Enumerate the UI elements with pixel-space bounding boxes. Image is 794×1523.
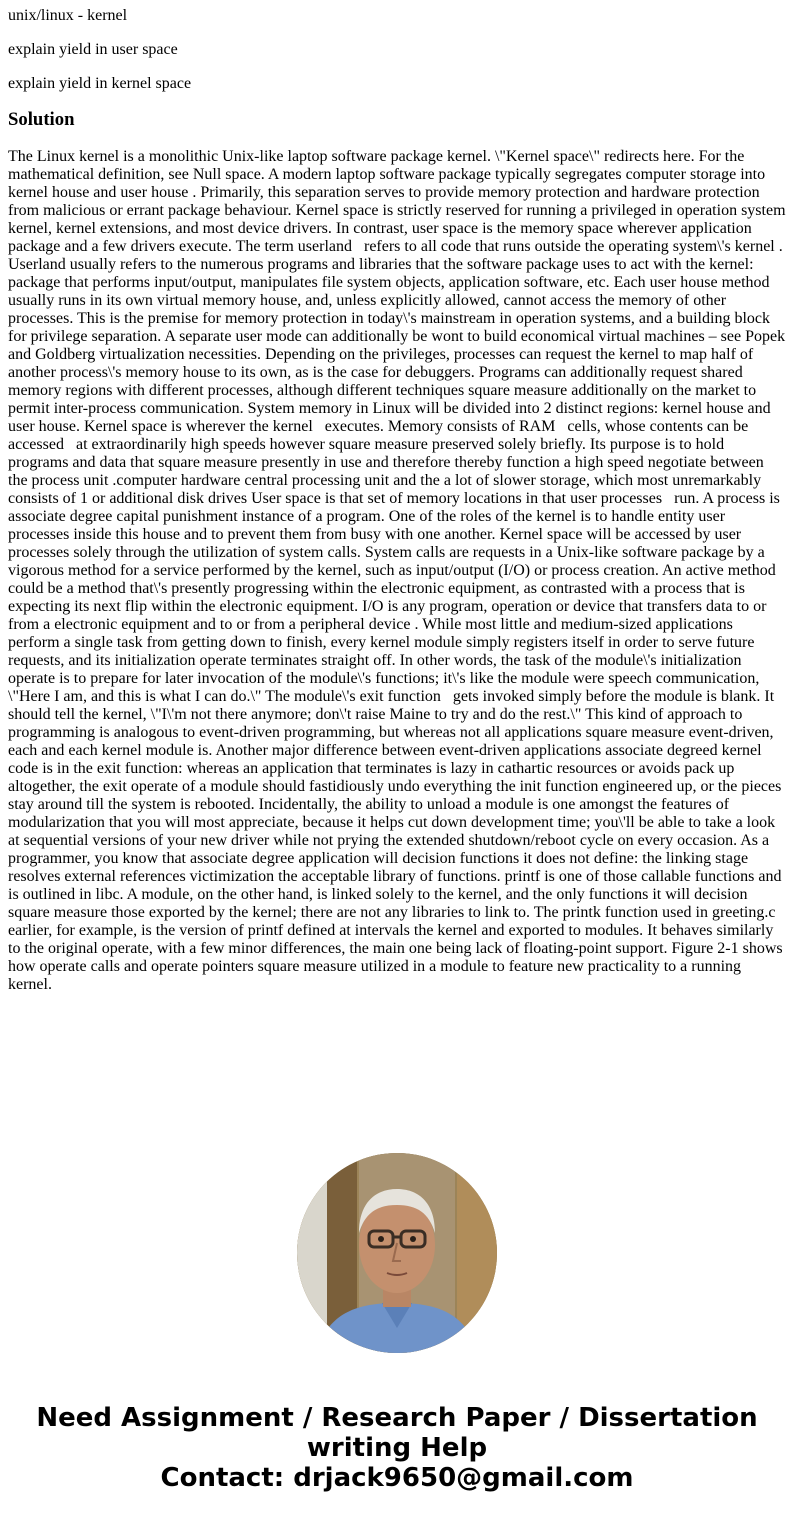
solution-body: The Linux kernel is a monolithic Unix-like laptop software package kernel. \"Kernel space\" redirects here. For the mathematical definition, see Null space. A modern laptop software package typically segregates computer storage into kernel house and user house . Primarily, this separation serves to provide memory protection and hardware protection from malicious or errant package behaviour. Kernel space is strictly reserved for running a privileged in operation system kernel, kernel extensions, and most device drivers. In contrast, user space is the memory space wherever application package and a few drivers execute. The term userland refers to all code that runs outside the operating system\'s kernel . Userland usually refers to the numerous programs and libraries that the software package uses to act with the kernel: package that performs input/output, manipulates file system objects, application software, etc. Each user house method usually runs in its own virtual memory house, and, unless explicitly allowed, cannot access the memory of other processes. This is the premise for memory protection in today\'s mainstream in operation systems, and a building block for privilege separation. A separate user mode can additionally be wont to build economical virtual machines – see Popek and Goldberg virtualization necessities. Depending on the privileges, processes can request the kernel to map half of another process\'s memory house to its own, as is the case for debuggers. Programs can additionally request shared memory regions with different processes, although different techniques square measure additionally on the market to permit inter-process communication. System memory in Linux will be divided into 2 distinct regions: kernel house and user house. Kernel space is wherever the kernel executes. Memory consists of RAM cells, whose contents can be accessed at extraordinarily high speeds however square measure preserved solely briefly. Its purpose is to hold programs and data that square measure presently in use and therefore thereby function a high speed negotiate between the process unit .computer hardware central processing unit and the a lot of slower storage, which most unremarkably consists of 1 or additional disk drives User space is that set of memory locations in that user processes run. A process is associate degree capital punishment instance of a program. One of the roles of the kernel is to handle entity user processes inside this house and to prevent them from busy with one another. Kernel space will be accessed by user processes solely through the utilization of system calls. System calls are requests in a Unix-like software package by a vigorous method for a service performed by the kernel, such as input/output (I/O) or process creation. An active method could be a method that\'s presently progressing within the electronic equipment, as contrasted with a process that is expecting its next flip within the electronic equipment. I/O is any program, operation or device that transfers data to or from a electronic equipment and to or from a peripheral device . While most little and medium-sized applications perform a single task from getting down to finish, every kernel module simply registers itself in order to serve future requests, and its initialization operate terminates straight off. In other words, the task of the module\'s initialization operate is to prepare for later invocation of the module\'s functions; it\'s like the module were speech communication, \"Here I am, and this is what I can do.\" The module\'s exit function gets invoked simply before the module is blank. It should tell the kernel, \"I\'m not there anymore; don\'t raise Maine to try and do the rest.\" This kind of approach to programming is analogous to event-driven programming, but whereas not all applications square measure event-driven, each and each kernel module is. Another major difference between event-driven applications associate degreed kernel code is in the exit function: whereas an application that terminates is lazy in cathartic resources or avoids pack up altogether, the exit operate of a module should fastidiously undo everything the init function engineered up, or the pieces stay around till the system is rebooted. Incidentally, the ability to unload a module is one amongst the features of modularization that you will most appreciate, because it helps cut down development time; you\'ll be able to take a look at sequential versions of your new driver while not prying the extended shutdown/reboot cycle on every occasion. As a programmer, you know that associate degree application will decision functions it does not define: the linking stage resolves external references victimization the acceptable library of functions. printf is one of those callable functions and is outlined in libc. A module, on the other hand, is linked solely to the kernel, and the only functions it will decision square measure those exported by the kernel; there are not any libraries to link to. The printk function used in greeting.c earlier, for example, is the version of printf defined at intervals the kernel and exported to modules. It behaves similarly to the original operate, with a few minor differences, the main one being lack of floating-point support. Figure 2-1 shows how operate calls and operate pointers square measure utilized in a module to feature new practicality to a running kernel.	[8, 148, 786, 993]
promo-line-2: writing Help	[306, 1433, 488, 1463]
avatar-photo	[297, 1153, 497, 1353]
promo-line-1: Need Assignment / Research Paper / Dissertation	[36, 1403, 758, 1433]
question-line-3: explain yield in kernel space	[8, 75, 192, 92]
promo-contact: Contact: drjack9650@gmail.com	[160, 1463, 634, 1493]
author-avatar	[297, 1153, 497, 1353]
question-line-1: unix/linux - kernel	[8, 7, 128, 24]
promo-banner	[0, 1403, 794, 1493]
document-content	[8, 0, 786, 994]
question-line-2: explain yield in user space	[8, 41, 178, 58]
solution-heading: Solution	[8, 109, 75, 130]
